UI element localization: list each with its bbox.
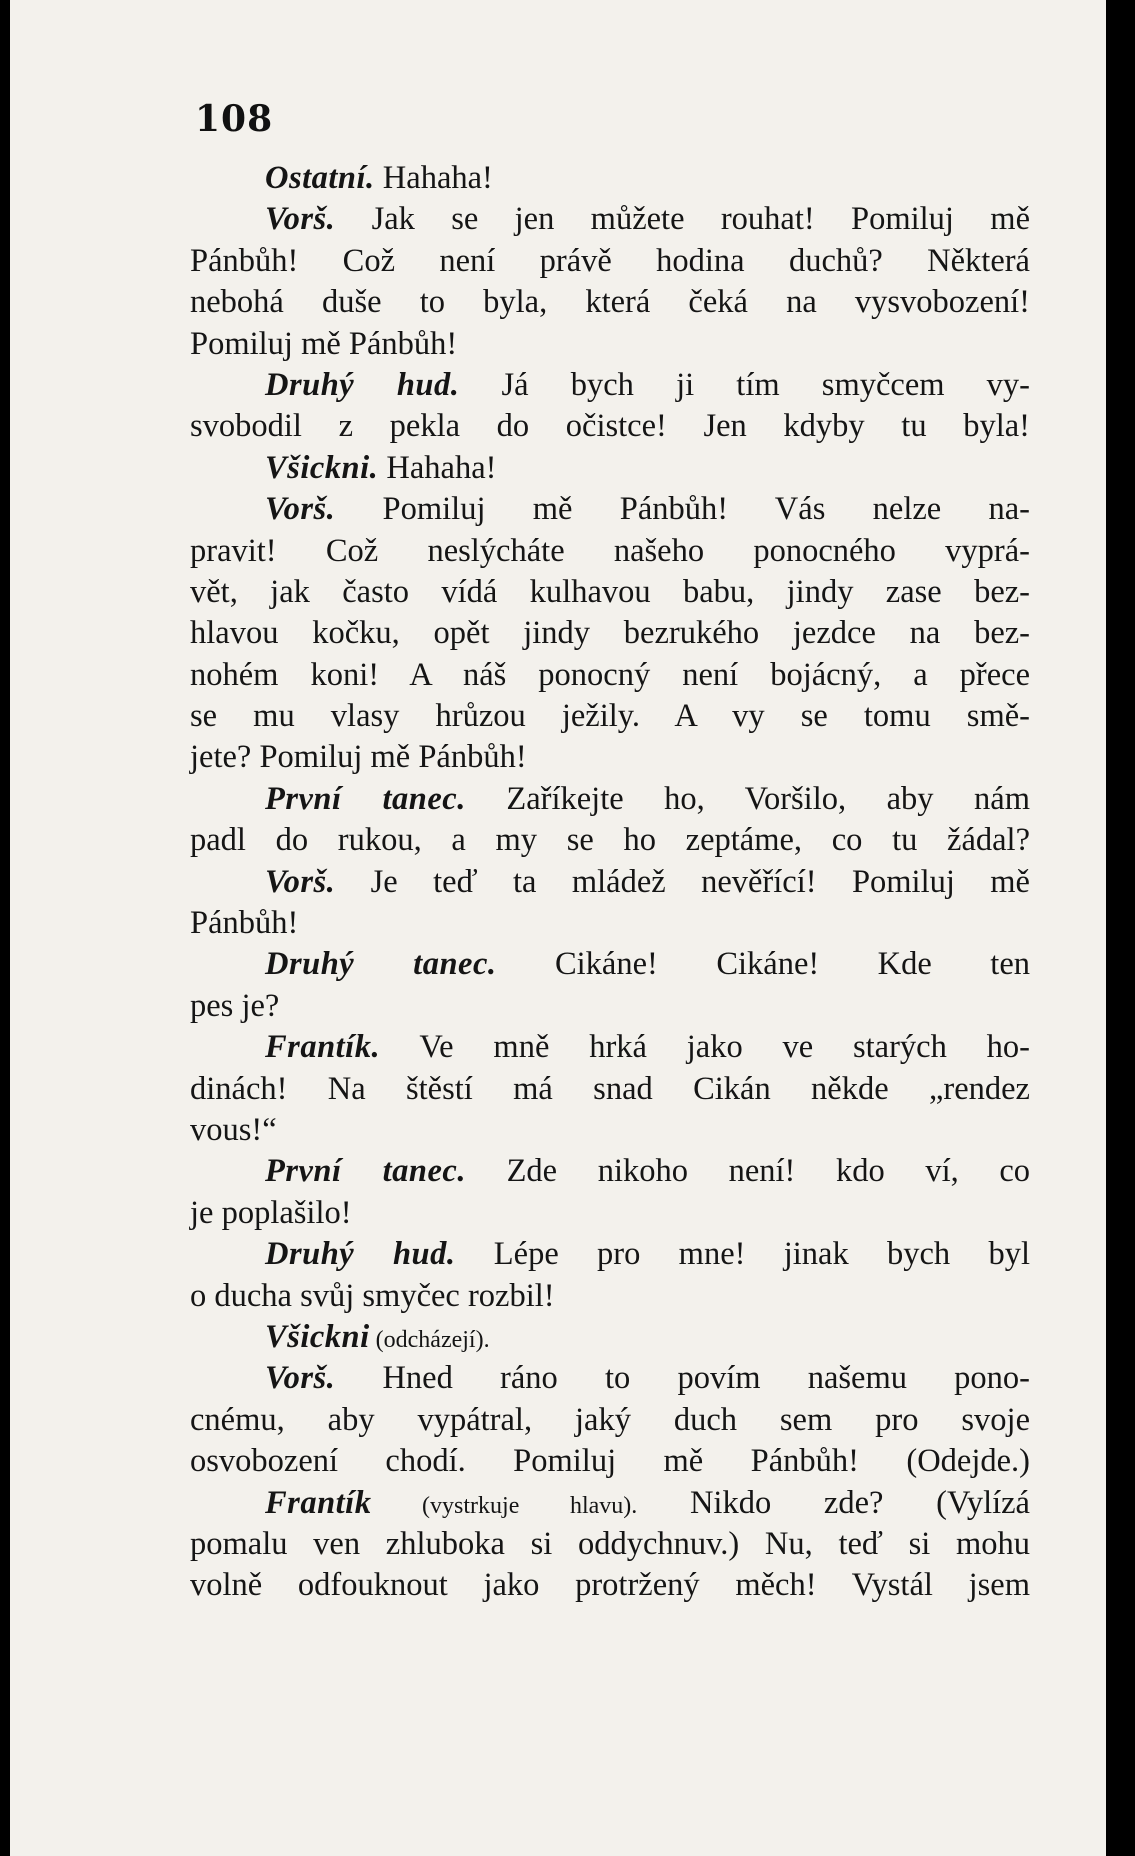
text-line: jete? Pomiluj mě Pánbůh!: [190, 739, 527, 776]
line-text: Nikdo zde? (Vylízá: [637, 1484, 1030, 1521]
text-line: [190, 1358, 1030, 1399]
line-text: Zde nikoho není! kdo ví, co: [465, 1153, 1030, 1190]
text-line: nohém koni! A náš ponocný není bojácný, a přece: [190, 656, 1030, 693]
speaker-name: Ostatní.: [265, 160, 375, 196]
speaker-name: Druhý hud.: [265, 1236, 456, 1273]
line-text: Hahaha!: [374, 160, 493, 196]
text-line: [190, 1317, 1030, 1358]
text-line: [190, 199, 1030, 240]
text-line: [190, 1151, 1030, 1192]
speaker-name: Vorš.: [265, 863, 336, 900]
page-number: 108: [195, 98, 274, 140]
line-text: Hned ráno to povím našemu pono-: [335, 1360, 1030, 1397]
text-line: [190, 448, 1030, 489]
text-line: Pánbůh!: [190, 905, 299, 942]
text-line: [190, 158, 1030, 199]
line-text: Já bych ji tím smyčcem vy-: [459, 366, 1030, 403]
speaker-name: Druhý tanec.: [265, 946, 497, 983]
text-line: nebohá duše to byla, která čeká na vysvobození!: [190, 284, 1030, 321]
text-line: osvobození chodí. Pomiluj mě Pánbůh! (Odejde.): [190, 1443, 1030, 1480]
line-text: Cikáne! Cikáne! Kde ten: [496, 946, 1030, 983]
text-line: pes je?: [190, 987, 280, 1024]
text-line: dinách! Na štěstí má snad Cikán někde „rendez: [190, 1070, 1030, 1107]
stage-direction: (odcházejí).: [369, 1326, 490, 1353]
speaker-name: Všickni: [265, 1318, 370, 1355]
text-line: [190, 489, 1030, 530]
text-line: [190, 862, 1030, 903]
text-line: cnému, aby vypátral, jaký duch sem pro svoje: [190, 1401, 1030, 1438]
text-line: se mu vlasy hrůzou ježily. A vy se tomu smě-: [190, 698, 1030, 735]
text-line: [190, 1027, 1030, 1068]
text-line: volně odfouknout jako protržený měch! Vystál jsem: [190, 1567, 1030, 1604]
speaker-name: Frantík.: [265, 1029, 381, 1066]
text-line: svobodil z pekla do očistce! Jen kdyby tu byla!: [190, 408, 1030, 445]
text-line: [190, 1234, 1030, 1275]
text-line: padl do rukou, a my se ho zeptáme, co tu žádal?: [190, 822, 1030, 859]
line-text: Je teď ta mládež nevěřící! Pomiluj mě: [335, 863, 1030, 900]
speaker-name: Vorš.: [265, 201, 336, 238]
dialogue-text: [190, 158, 1030, 1607]
line-text: Pomiluj mě Pánbůh! Vás nelze na-: [335, 491, 1030, 528]
text-line: vět, jak často vídá kulhavou babu, jindy zase bez-: [190, 573, 1030, 610]
book-page: [10, 0, 1120, 1856]
line-text: Jak se jen můžete rouhat! Pomiluj mě: [335, 201, 1030, 238]
line-text: Ve mně hrká jako ve starých ho-: [380, 1029, 1030, 1066]
speaker-name: První tanec.: [265, 780, 466, 817]
speaker-name: První tanec.: [265, 1153, 466, 1190]
text-line: [190, 944, 1030, 985]
speaker-name: Druhý hud.: [265, 366, 460, 403]
text-line: [190, 365, 1030, 406]
text-line: [190, 779, 1030, 820]
stage-direction: (vystrkuje hlavu).: [371, 1492, 638, 1519]
text-line: Pomiluj mě Pánbůh!: [190, 325, 458, 362]
page-edge-shadow: [1106, 0, 1120, 1856]
speaker-name: Frantík: [265, 1484, 372, 1521]
text-line: pomalu ven zhluboka si oddychnuv.) Nu, teď si mohu: [190, 1525, 1030, 1562]
text-line: vous!“: [190, 1111, 277, 1148]
text-line: je poplašilo!: [190, 1194, 352, 1231]
speaker-name: Vorš.: [265, 1360, 336, 1397]
text-line: hlavou kočku, opět jindy bezrukého jezdce na bez-: [190, 615, 1030, 652]
text-line: pravit! Což neslýcháte našeho ponocného vyprá-: [190, 532, 1030, 569]
text-line: Pánbůh! Což není právě hodina duchů? Některá: [190, 242, 1030, 279]
speaker-name: Vorš.: [265, 491, 336, 528]
line-text: Hahaha!: [378, 449, 497, 486]
line-text: Zaříkejte ho, Voršilo, aby nám: [465, 780, 1030, 817]
speaker-name: Všickni.: [265, 449, 379, 486]
text-line: o ducha svůj smyčec rozbil!: [190, 1277, 555, 1314]
text-line: [190, 1483, 1030, 1524]
line-text: Lépe pro mne! jinak bych byl: [455, 1236, 1030, 1273]
